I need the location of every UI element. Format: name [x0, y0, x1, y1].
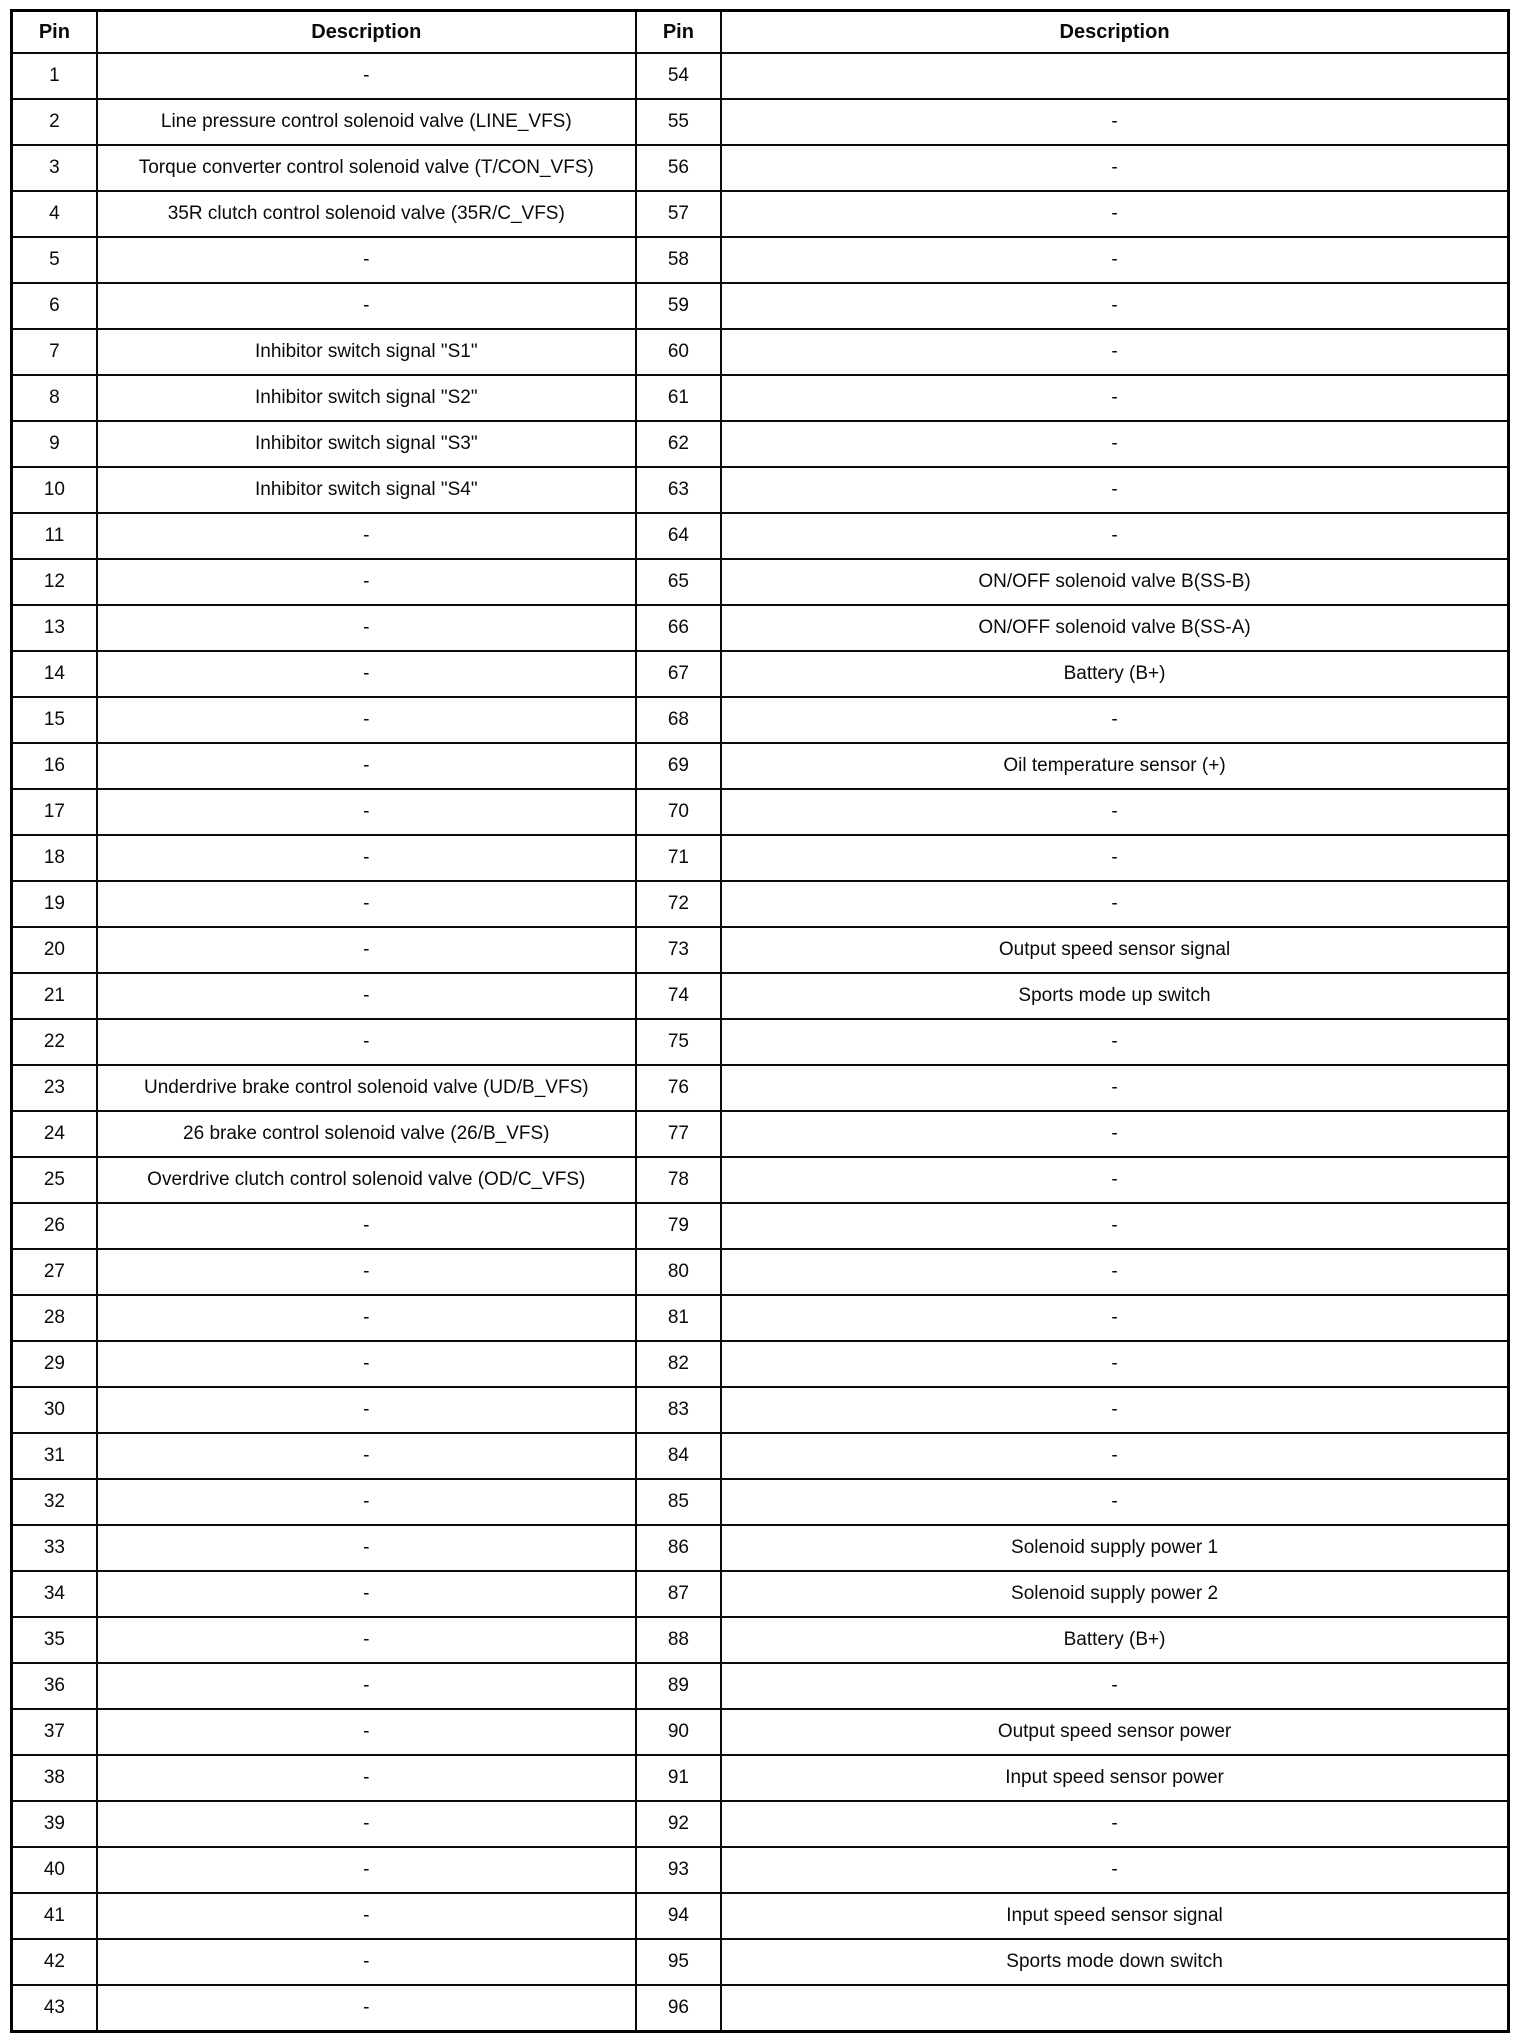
table-row	[12, 1571, 1509, 1617]
description-left-cell: -	[97, 53, 636, 99]
description-right-cell: ON/OFF solenoid valve B(SS-B)	[721, 559, 1508, 605]
description-left-cell: -	[97, 1479, 636, 1525]
table-row	[12, 99, 1509, 145]
description-left-cell: -	[97, 1387, 636, 1433]
description-left-cell: Overdrive clutch control solenoid valve (OD/C_VFS)	[97, 1157, 636, 1203]
pin-number-right-cell: 55	[636, 99, 721, 145]
pin-number-right-cell: 90	[636, 1709, 721, 1755]
description-left-cell: -	[97, 1755, 636, 1801]
description-left-cell: -	[97, 605, 636, 651]
table-row	[12, 789, 1509, 835]
pin-number-right-cell: 78	[636, 1157, 721, 1203]
pin-number-right-cell: 91	[636, 1755, 721, 1801]
pin-number-left-cell: 21	[12, 973, 97, 1019]
pin-number-right-cell: 61	[636, 375, 721, 421]
table-row	[12, 1893, 1509, 1939]
table-row	[12, 421, 1509, 467]
description-right-cell: -	[721, 329, 1508, 375]
pin-number-left-cell: 13	[12, 605, 97, 651]
description-right-cell: -	[721, 421, 1508, 467]
description-left-cell: -	[97, 743, 636, 789]
pin-number-right-cell: 70	[636, 789, 721, 835]
pin-number-right-cell: 59	[636, 283, 721, 329]
description-left-cell: -	[97, 1203, 636, 1249]
column-header-description-right: Description	[721, 11, 1508, 54]
description-left-cell: -	[97, 237, 636, 283]
pin-number-left-cell: 36	[12, 1663, 97, 1709]
table-row	[12, 1019, 1509, 1065]
description-right-cell: -	[721, 1065, 1508, 1111]
pin-number-right-cell: 81	[636, 1295, 721, 1341]
pin-number-left-cell: 4	[12, 191, 97, 237]
pin-number-left-cell: 25	[12, 1157, 97, 1203]
pin-number-right-cell: 60	[636, 329, 721, 375]
pin-number-left-cell: 23	[12, 1065, 97, 1111]
description-right-cell: -	[721, 513, 1508, 559]
table-row	[12, 1525, 1509, 1571]
pin-number-left-cell: 7	[12, 329, 97, 375]
table-row	[12, 973, 1509, 1019]
table-row	[12, 53, 1509, 99]
description-left-cell: -	[97, 283, 636, 329]
pin-number-right-cell: 74	[636, 973, 721, 1019]
pin-number-left-cell: 43	[12, 1985, 97, 2032]
description-right-cell: Sports mode down switch	[721, 1939, 1508, 1985]
pin-number-left-cell: 40	[12, 1847, 97, 1893]
pin-number-left-cell: 29	[12, 1341, 97, 1387]
description-left-cell: -	[97, 1571, 636, 1617]
description-left-cell: Inhibitor switch signal "S2"	[97, 375, 636, 421]
pin-number-left-cell: 41	[12, 1893, 97, 1939]
description-right-cell: Output speed sensor signal	[721, 927, 1508, 973]
pin-number-left-cell: 34	[12, 1571, 97, 1617]
pin-number-right-cell: 56	[636, 145, 721, 191]
table-row	[12, 1387, 1509, 1433]
pin-number-right-cell: 86	[636, 1525, 721, 1571]
pin-number-left-cell: 20	[12, 927, 97, 973]
description-right-cell	[721, 53, 1508, 99]
description-right-cell: -	[721, 1019, 1508, 1065]
description-left-cell: -	[97, 1019, 636, 1065]
table-row	[12, 835, 1509, 881]
pin-number-right-cell: 71	[636, 835, 721, 881]
pin-number-left-cell: 11	[12, 513, 97, 559]
description-right-cell: -	[721, 1663, 1508, 1709]
table-row	[12, 1249, 1509, 1295]
pin-number-left-cell: 24	[12, 1111, 97, 1157]
description-right-cell: Input speed sensor signal	[721, 1893, 1508, 1939]
description-left-cell: -	[97, 559, 636, 605]
table-row	[12, 237, 1509, 283]
pin-number-right-cell: 93	[636, 1847, 721, 1893]
pin-number-right-cell: 57	[636, 191, 721, 237]
pin-number-left-cell: 8	[12, 375, 97, 421]
description-left-cell: 35R clutch control solenoid valve (35R/C_VFS)	[97, 191, 636, 237]
table-row	[12, 559, 1509, 605]
description-left-cell: -	[97, 513, 636, 559]
table-row	[12, 1847, 1509, 1893]
description-right-cell: -	[721, 1111, 1508, 1157]
table-row	[12, 513, 1509, 559]
pin-number-left-cell: 15	[12, 697, 97, 743]
table-row	[12, 1433, 1509, 1479]
description-right-cell	[721, 1985, 1508, 2032]
pin-number-left-cell: 1	[12, 53, 97, 99]
pin-number-right-cell: 58	[636, 237, 721, 283]
table-row	[12, 1985, 1509, 2032]
table-row	[12, 697, 1509, 743]
description-right-cell: -	[721, 1847, 1508, 1893]
pin-number-right-cell: 75	[636, 1019, 721, 1065]
column-header-pin-right: Pin	[636, 11, 721, 54]
pin-number-right-cell: 84	[636, 1433, 721, 1479]
description-right-cell: Battery (B+)	[721, 1617, 1508, 1663]
pin-number-right-cell: 54	[636, 53, 721, 99]
description-right-cell: Output speed sensor power	[721, 1709, 1508, 1755]
table-row	[12, 1341, 1509, 1387]
table-row	[12, 1709, 1509, 1755]
pin-number-right-cell: 73	[636, 927, 721, 973]
description-right-cell: -	[721, 1801, 1508, 1847]
pin-number-right-cell: 77	[636, 1111, 721, 1157]
pin-number-right-cell: 69	[636, 743, 721, 789]
pin-number-right-cell: 83	[636, 1387, 721, 1433]
pin-number-left-cell: 35	[12, 1617, 97, 1663]
description-left-cell: -	[97, 1433, 636, 1479]
description-left-cell: Line pressure control solenoid valve (LINE_VFS)	[97, 99, 636, 145]
table-body	[12, 53, 1509, 2032]
table-row	[12, 1801, 1509, 1847]
description-left-cell: -	[97, 1709, 636, 1755]
description-left-cell: -	[97, 1985, 636, 2032]
column-header-pin-left: Pin	[12, 11, 97, 54]
pin-number-left-cell: 26	[12, 1203, 97, 1249]
table-row	[12, 467, 1509, 513]
description-right-cell: -	[721, 283, 1508, 329]
description-left-cell: -	[97, 881, 636, 927]
description-right-cell: ON/OFF solenoid valve B(SS-A)	[721, 605, 1508, 651]
pin-number-left-cell: 18	[12, 835, 97, 881]
description-right-cell: Solenoid supply power 2	[721, 1571, 1508, 1617]
description-left-cell: -	[97, 835, 636, 881]
description-left-cell: Underdrive brake control solenoid valve (UD/B_VFS)	[97, 1065, 636, 1111]
description-left-cell: Inhibitor switch signal "S4"	[97, 467, 636, 513]
description-right-cell: -	[721, 1341, 1508, 1387]
table-row	[12, 329, 1509, 375]
description-left-cell: -	[97, 927, 636, 973]
description-right-cell: -	[721, 1203, 1508, 1249]
pin-number-right-cell: 95	[636, 1939, 721, 1985]
table-row	[12, 1663, 1509, 1709]
description-left-cell: -	[97, 973, 636, 1019]
description-left-cell: -	[97, 1341, 636, 1387]
description-right-cell: Sports mode up switch	[721, 973, 1508, 1019]
pin-number-left-cell: 16	[12, 743, 97, 789]
table-row	[12, 1755, 1509, 1801]
description-left-cell: -	[97, 789, 636, 835]
pin-number-right-cell: 67	[636, 651, 721, 697]
description-left-cell: -	[97, 1939, 636, 1985]
description-right-cell: -	[721, 1479, 1508, 1525]
description-left-cell: Inhibitor switch signal "S1"	[97, 329, 636, 375]
table-row	[12, 375, 1509, 421]
table-row	[12, 145, 1509, 191]
description-left-cell: -	[97, 651, 636, 697]
table-row	[12, 1617, 1509, 1663]
pin-number-left-cell: 32	[12, 1479, 97, 1525]
description-right-cell: -	[721, 99, 1508, 145]
table-row	[12, 1203, 1509, 1249]
description-left-cell: -	[97, 1847, 636, 1893]
description-right-cell: -	[721, 835, 1508, 881]
description-right-cell: -	[721, 1295, 1508, 1341]
pin-number-right-cell: 63	[636, 467, 721, 513]
pin-number-right-cell: 85	[636, 1479, 721, 1525]
column-header-description-left: Description	[97, 11, 636, 54]
pin-number-right-cell: 82	[636, 1341, 721, 1387]
table-row	[12, 881, 1509, 927]
pin-number-left-cell: 22	[12, 1019, 97, 1065]
pin-number-right-cell: 65	[636, 559, 721, 605]
pin-number-left-cell: 3	[12, 145, 97, 191]
pin-number-left-cell: 12	[12, 559, 97, 605]
table-row	[12, 283, 1509, 329]
description-left-cell: -	[97, 1617, 636, 1663]
description-right-cell: Battery (B+)	[721, 651, 1508, 697]
table-row	[12, 1065, 1509, 1111]
table-row	[12, 605, 1509, 651]
description-right-cell: -	[721, 1433, 1508, 1479]
description-right-cell: -	[721, 697, 1508, 743]
description-left-cell: -	[97, 1801, 636, 1847]
pin-number-right-cell: 87	[636, 1571, 721, 1617]
table-row	[12, 1479, 1509, 1525]
pin-number-right-cell: 66	[636, 605, 721, 651]
description-right-cell: -	[721, 467, 1508, 513]
header-row	[12, 11, 1509, 54]
pin-number-right-cell: 68	[636, 697, 721, 743]
pin-number-right-cell: 96	[636, 1985, 721, 2032]
pin-number-right-cell: 64	[636, 513, 721, 559]
pin-number-left-cell: 38	[12, 1755, 97, 1801]
pin-number-left-cell: 14	[12, 651, 97, 697]
pin-number-right-cell: 80	[636, 1249, 721, 1295]
pin-number-left-cell: 9	[12, 421, 97, 467]
pin-number-right-cell: 92	[636, 1801, 721, 1847]
description-right-cell: -	[721, 1387, 1508, 1433]
pin-number-right-cell: 88	[636, 1617, 721, 1663]
table-row	[12, 651, 1509, 697]
description-right-cell: -	[721, 375, 1508, 421]
pin-number-left-cell: 42	[12, 1939, 97, 1985]
description-left-cell: -	[97, 1525, 636, 1571]
description-right-cell: -	[721, 191, 1508, 237]
pin-number-left-cell: 10	[12, 467, 97, 513]
pin-number-right-cell: 79	[636, 1203, 721, 1249]
description-right-cell: -	[721, 789, 1508, 835]
pin-number-right-cell: 89	[636, 1663, 721, 1709]
pin-description-table	[10, 9, 1510, 2033]
description-left-cell: -	[97, 697, 636, 743]
description-left-cell: Torque converter control solenoid valve (T/CON_VFS)	[97, 145, 636, 191]
description-left-cell: -	[97, 1663, 636, 1709]
pin-number-left-cell: 2	[12, 99, 97, 145]
pin-number-right-cell: 94	[636, 1893, 721, 1939]
pin-number-right-cell: 72	[636, 881, 721, 927]
description-right-cell: Oil temperature sensor (+)	[721, 743, 1508, 789]
pin-number-left-cell: 37	[12, 1709, 97, 1755]
table-row	[12, 191, 1509, 237]
pin-number-left-cell: 27	[12, 1249, 97, 1295]
description-left-cell: Inhibitor switch signal "S3"	[97, 421, 636, 467]
pin-number-left-cell: 5	[12, 237, 97, 283]
table-row	[12, 1939, 1509, 1985]
table-row	[12, 1157, 1509, 1203]
description-right-cell: -	[721, 237, 1508, 283]
description-right-cell: -	[721, 881, 1508, 927]
pin-number-left-cell: 19	[12, 881, 97, 927]
description-right-cell: -	[721, 1157, 1508, 1203]
pin-number-left-cell: 17	[12, 789, 97, 835]
table-row	[12, 1295, 1509, 1341]
description-right-cell: Solenoid supply power 1	[721, 1525, 1508, 1571]
description-left-cell: 26 brake control solenoid valve (26/B_VFS)	[97, 1111, 636, 1157]
description-right-cell: -	[721, 145, 1508, 191]
description-right-cell: -	[721, 1249, 1508, 1295]
pin-number-right-cell: 62	[636, 421, 721, 467]
table-row	[12, 1111, 1509, 1157]
pin-number-left-cell: 6	[12, 283, 97, 329]
pin-number-left-cell: 39	[12, 1801, 97, 1847]
pin-number-right-cell: 76	[636, 1065, 721, 1111]
description-left-cell: -	[97, 1295, 636, 1341]
pin-number-left-cell: 30	[12, 1387, 97, 1433]
table-row	[12, 927, 1509, 973]
description-left-cell: -	[97, 1893, 636, 1939]
table-row	[12, 743, 1509, 789]
pin-number-left-cell: 31	[12, 1433, 97, 1479]
pin-number-left-cell: 33	[12, 1525, 97, 1571]
pin-number-left-cell: 28	[12, 1295, 97, 1341]
description-right-cell: Input speed sensor power	[721, 1755, 1508, 1801]
description-left-cell: -	[97, 1249, 636, 1295]
